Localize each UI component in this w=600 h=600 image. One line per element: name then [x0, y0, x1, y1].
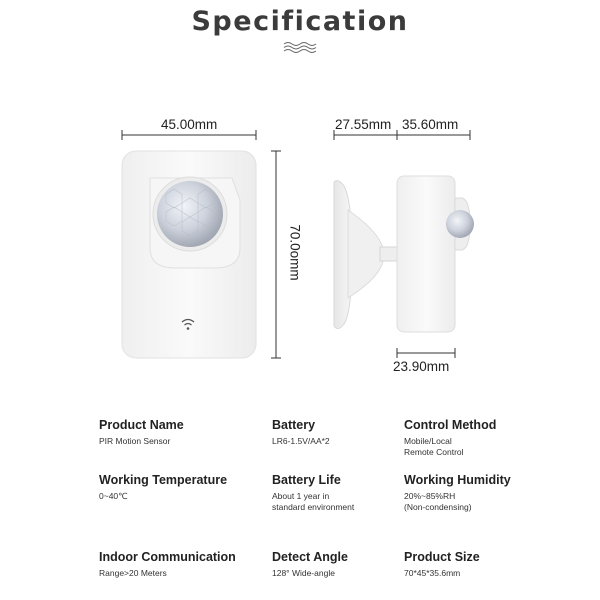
spec-product-size — [404, 550, 480, 579]
front-height-dimension-line — [271, 151, 281, 358]
spec-product-name — [99, 418, 184, 447]
front-width-label: 45.00mm — [161, 117, 218, 132]
spec-value: Mobile/Local Remote Control — [404, 436, 464, 457]
spec-value: LR6-1.5V/AA*2 — [272, 436, 330, 446]
spec-label: Control Method — [404, 418, 497, 432]
spec-value: 20%~85%RH (Non-condensing) — [404, 491, 472, 512]
spec-indoor-communication — [99, 550, 236, 579]
spec-value: 70*45*35.6mm — [404, 568, 461, 578]
spec-label: Detect Angle — [272, 550, 348, 564]
spec-label: Indoor Communication — [99, 550, 236, 564]
spec-value: 0~40℃ — [99, 491, 128, 501]
spec-label: Working Temperature — [99, 473, 228, 487]
spec-label: Battery Life — [272, 473, 341, 487]
spec-value: 128° Wide-angle — [272, 568, 335, 578]
spec-label: Product Size — [404, 550, 480, 564]
spec-battery-life — [272, 473, 354, 513]
spec-label: Battery — [272, 418, 316, 432]
side-body-depth-label: 35.60mm — [402, 117, 459, 132]
side-bottom-dimension-line — [397, 348, 455, 358]
pir-sensor-dome — [150, 177, 240, 268]
side-view — [334, 176, 474, 332]
spec-battery — [272, 418, 330, 447]
front-view — [122, 151, 256, 358]
spec-working-humidity — [404, 473, 511, 513]
side-base-depth-label: 27.55mm — [335, 117, 392, 132]
spec-value: Range>20 Meters — [99, 568, 167, 578]
page-title: Specification — [191, 6, 409, 37]
spec-detect-angle — [272, 550, 348, 579]
spec-control-method — [404, 418, 496, 458]
spec-label: Working Humidity — [404, 473, 511, 487]
side-body-width-label: 23.90mm — [393, 359, 450, 374]
spec-working-temperature — [99, 473, 227, 502]
spec-label: Product Name — [99, 418, 184, 432]
spec-value: About 1 year in standard environment — [272, 491, 355, 512]
front-height-label: 70.0omm — [287, 224, 303, 281]
spec-value: PIR Motion Sensor — [99, 436, 171, 446]
